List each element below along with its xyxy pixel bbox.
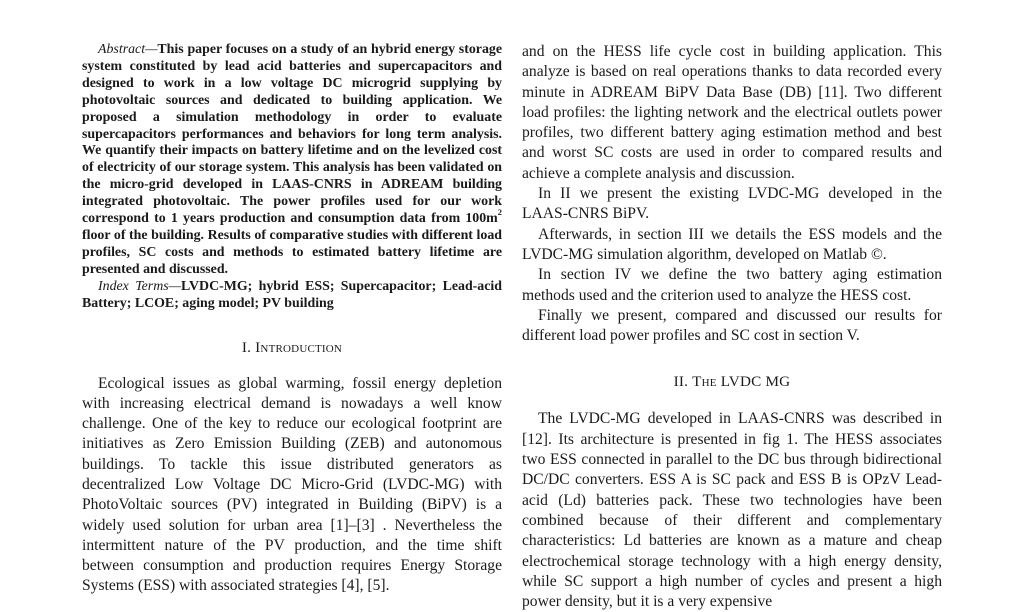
right-column [522, 42, 942, 612]
index-terms [82, 279, 502, 313]
paragraph: Finally we present, compared and discussed our results for different load power profiles and SC cost in section V. [522, 306, 942, 345]
lvdc-paragraph: The LVDC-MG developed in LAAS-CNRS was described in [12]. Its architecture is presented in fig 1. The HESS associates two ESS connected in parallel to the DC bus through bidirectional DC/DC converters. ESS A is SC pack and ESS B is OPzV Lead-acid (Ld) batteries pack. These two technologies have been combined because of their different and complementary characteristics: Ld batteries are known as a mature and cheap electrochemical storage technology with a high energy density, while SC support a high number of cycles and present a high power density, but it is a very expensive [522, 410, 942, 611]
section-title: The LVDC MG [692, 373, 791, 391]
section-heading-introduction [82, 339, 502, 357]
superscript: 2 [497, 207, 502, 218]
paragraph: Afterwards, in section III we details the ESS models and the LVDC-MG simulation algorithm, developed on Matlab ©. [522, 225, 942, 263]
section-number: I. [241, 338, 256, 356]
section-heading-lvdc-mg [522, 373, 942, 391]
abstract-text: This paper focuses on a study of an hybrid energy storage system constituted by lead acid batteries and supercapacitors and designed to work in a low voltage DC microgrid supplying by photovoltaic sources and dedicated to building application. We proposed a simulation methodology in order to evaluate supercapacitors performances and behaviors for long term analysis. We quantify their impacts on battery lifetime and on the levelized cost of electricity of our storage system. This analysis has been validated on the micro-grid developed in LAAS-CNRS in ADREAM building integrated photovoltaic. The power profiles used for our work correspond to 1 years production and consumption data from 100m [82, 42, 502, 227]
index-terms-label: Index Terms— [98, 278, 182, 294]
intro-paragraph: Ecological issues as global warming, fossil energy depletion with increasing electrical demand is nowadays a well know challenge. One of the key to reduce our ecological footprint are initiatives as Zero Emission Building (ZEB) and autonomous buildings. To tackle this issue distributed generators as decentralized Low Voltage DC Micro-Grid (LVDC-MG) with PhotoVoltaic sources (PV) integrated in Building (BiPV) is a widely used solution for urban area [1]–[3] . Nevertheless the intermittent nature of the PV production, and the time shift between consumption and production requires Energy Storage Systems (ESS) with associated strategies [4], [5]. [82, 374, 502, 595]
paragraph-continued: and on the HESS life cycle cost in building application. This analyze is based on real operations thanks to data recorded every minute in ADREAM BiPV Data Base (DB) [11]. Two different load profiles: the lighting network and the electrical outlets power profiles, two different battery aging estimation method and best and worst SC costs are used in order to compared results and achieve a complete analysis and discussion. [522, 43, 942, 182]
paragraph: In section IV we define the two battery aging estimation methods used and the criterion used to analyze the HESS cost. [522, 266, 942, 304]
abstract [82, 42, 502, 279]
section-title: Introduction [255, 338, 343, 356]
abstract-label: Abstract— [98, 42, 158, 57]
index-terms-text: LVDC-MG; hybrid ESS; Supercapacitor; Lead-acid Battery; LCOE; aging model; PV building [82, 278, 502, 311]
paragraph: In II we present the existing LVDC-MG developed in the LAAS-CNRS BiPV. [522, 185, 942, 223]
left-column [82, 42, 502, 597]
abstract-text-end: floor of the building. Results of comparative studies with different load profiles, SC costs and methods to estimated battery lifetime are presented and discussed. [82, 227, 502, 277]
section-number: II. [673, 373, 693, 391]
